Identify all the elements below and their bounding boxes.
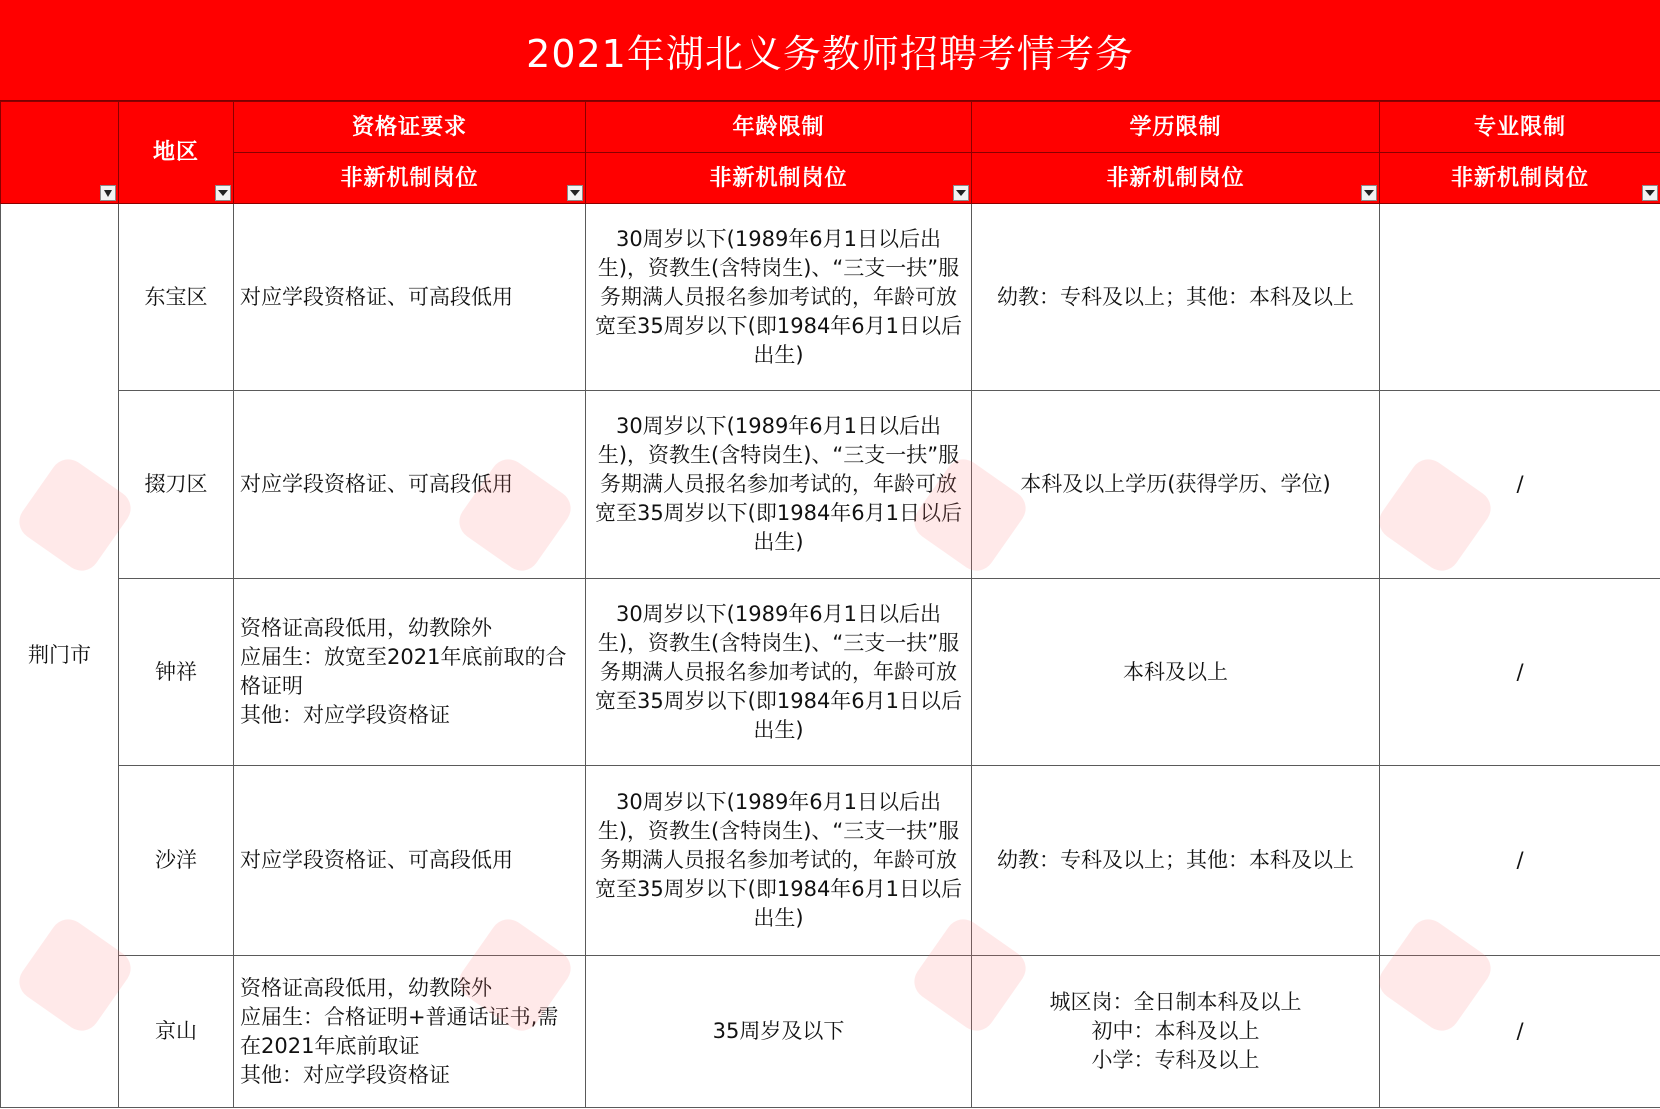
subheader-major bbox=[1380, 153, 1660, 204]
major-cell: / bbox=[1380, 956, 1660, 1108]
cert-cell: 对应学段资格证、可高段低用 bbox=[234, 204, 586, 391]
cert-cell: 资格证高段低用，幼教除外 应届生：放宽至2021年底前取的合格证明 其他：对应学段资格证 bbox=[234, 579, 586, 766]
district-cell: 沙洋 bbox=[119, 766, 234, 956]
subheader-label: 非新机制岗位 bbox=[709, 165, 848, 191]
age-cell: 30周岁以下(1989年6月1日以后出生)，资教生(含特岗生)、“三支一扶”服务期满人员报名参加考试的，年龄可放宽至35周岁以下(即1984年6月1日以后出生) bbox=[586, 391, 972, 579]
edu-cell: 城区岗：全日制本科及以上 初中：本科及以上 小学：专科及以上 bbox=[972, 956, 1380, 1108]
major-cell: / bbox=[1380, 766, 1660, 956]
header-region bbox=[119, 102, 234, 204]
subheader-label: 非新机制岗位 bbox=[1450, 165, 1589, 191]
subheader-age bbox=[586, 153, 972, 204]
header-major: 专业限制 bbox=[1380, 102, 1660, 153]
age-cell: 30周岁以下(1989年6月1日以后出生)，资教生(含特岗生)、“三支一扶”服务期满人员报名参加考试的，年龄可放宽至35周岁以下(即1984年6月1日以后出生) bbox=[586, 766, 972, 956]
header-edu: 学历限制 bbox=[972, 102, 1380, 153]
subheader-cert bbox=[234, 153, 586, 204]
filter-dropdown-icon[interactable] bbox=[1361, 185, 1377, 201]
edu-cell: 本科及以上 bbox=[972, 579, 1380, 766]
subheader-label: 非新机制岗位 bbox=[340, 165, 479, 191]
page-title: 2021年湖北义务教师招聘考情考务 bbox=[0, 0, 1660, 101]
edu-cell: 幼教：专科及以上；其他：本科及以上 bbox=[972, 204, 1380, 391]
subheader-edu bbox=[972, 153, 1380, 204]
table-row bbox=[1, 766, 1660, 956]
major-cell: / bbox=[1380, 391, 1660, 579]
table-row bbox=[1, 204, 1660, 391]
table-row bbox=[1, 579, 1660, 766]
header-cert: 资格证要求 bbox=[234, 102, 586, 153]
district-cell: 东宝区 bbox=[119, 204, 234, 391]
edu-cell: 幼教：专科及以上；其他：本科及以上 bbox=[972, 766, 1380, 956]
major-cell: / bbox=[1380, 579, 1660, 766]
age-cell: 35周岁及以下 bbox=[586, 956, 972, 1108]
filter-dropdown-icon[interactable] bbox=[953, 185, 969, 201]
edu-cell: 本科及以上学历(获得学历、学位) bbox=[972, 391, 1380, 579]
table-row bbox=[1, 391, 1660, 579]
district-cell: 掇刀区 bbox=[119, 391, 234, 579]
cert-cell: 资格证高段低用，幼教除外 应届生：合格证明+普通话证书,需在2021年底前取证 其他：对应学段资格证 bbox=[234, 956, 586, 1108]
cert-cell: 对应学段资格证、可高段低用 bbox=[234, 391, 586, 579]
age-cell: 30周岁以下(1989年6月1日以后出生)，资教生(含特岗生)、“三支一扶”服务期满人员报名参加考试的，年龄可放宽至35周岁以下(即1984年6月1日以后出生) bbox=[586, 579, 972, 766]
filter-funnel-icon[interactable] bbox=[100, 185, 116, 201]
header-region-label: 地区 bbox=[152, 140, 199, 165]
city-cell: 荆门市 bbox=[1, 204, 119, 1108]
header-age: 年龄限制 bbox=[586, 102, 972, 153]
district-cell: 钟祥 bbox=[119, 579, 234, 766]
cert-cell: 对应学段资格证、可高段低用 bbox=[234, 766, 586, 956]
subheader-label: 非新机制岗位 bbox=[1106, 165, 1245, 191]
major-cell bbox=[1380, 204, 1660, 391]
table-row bbox=[1, 956, 1660, 1108]
filter-dropdown-icon[interactable] bbox=[1642, 185, 1658, 201]
district-cell: 京山 bbox=[119, 956, 234, 1108]
recruitment-table bbox=[0, 101, 1660, 1108]
age-cell: 30周岁以下(1989年6月1日以后出生)，资教生(含特岗生)、“三支一扶”服务期满人员报名参加考试的，年龄可放宽至35周岁以下(即1984年6月1日以后出生) bbox=[586, 204, 972, 391]
filter-dropdown-icon[interactable] bbox=[215, 185, 231, 201]
filter-dropdown-icon[interactable] bbox=[567, 185, 583, 201]
header-blank bbox=[1, 102, 119, 204]
